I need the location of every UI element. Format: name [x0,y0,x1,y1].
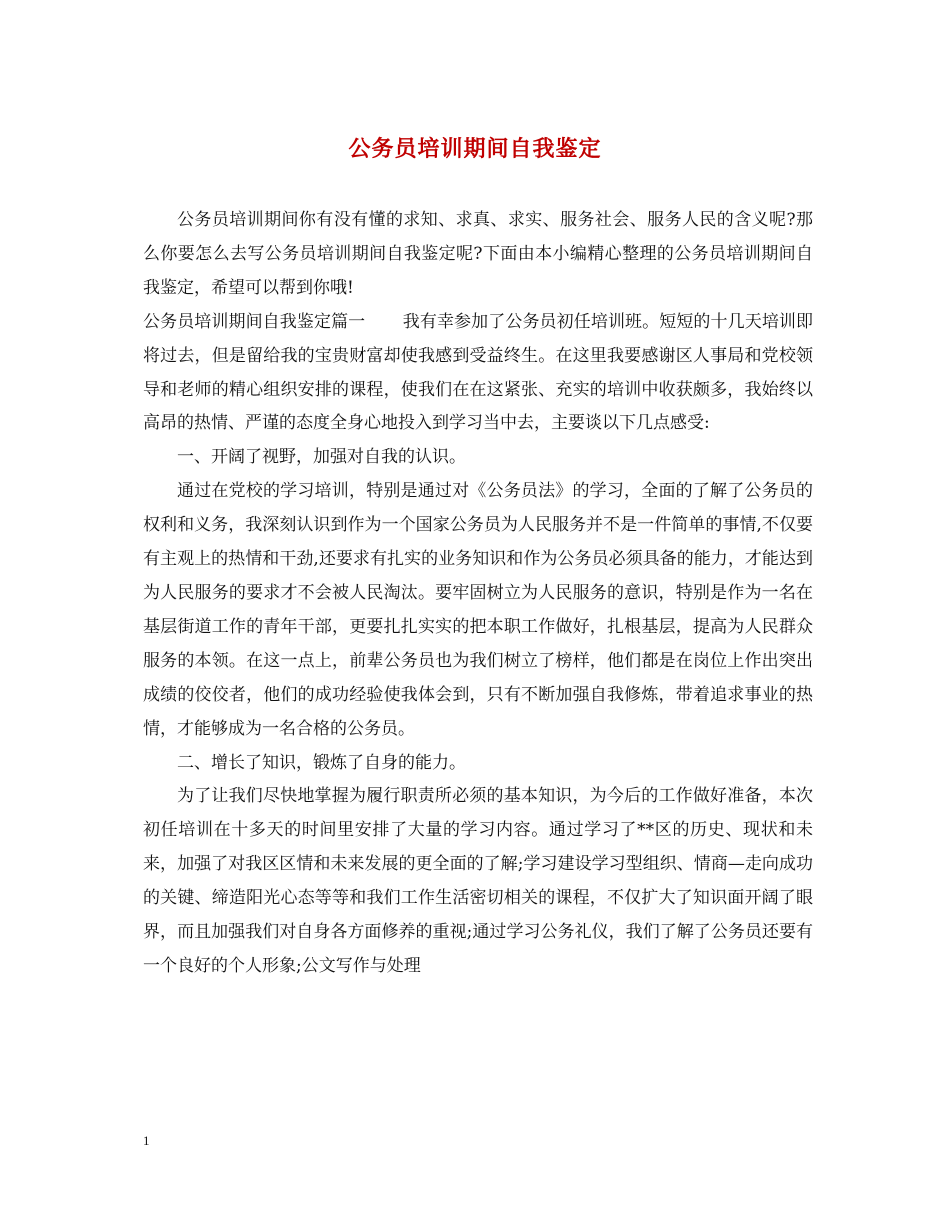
section-paragraph [143,306,813,442]
paragraph-two: 为了让我们尽快地掌握为履行职责所必须的基本知识，为今后的工作做好准备，本次初任培训在十多天的时间里安排了大量的学习内容。通过学习了**区的历史、现状和未来，加强了对我区区情和未来发展的更全面的了解;学习建设学习型组织、情商—走向成功的关键、缔造阳光心态等等和我们工作生活密切相关的课程，不仅扩大了知识面开阔了眼界，而且加强我们对自身各方面修养的重视;通过学习公务礼仪，我们了解了公务员还要有一个良好的个人形象;公文写作与处理 [143,786,813,976]
document-title: 公务员培训期间自我鉴定 [348,136,602,162]
document-body [143,204,813,984]
paragraph-one: 通过在党校的学习培训，特别是通过对《公务员法》的学习，全面的了解了公务员的权利和义务，我深刻认识到作为一个国家公务员为人民服务并不是一件简单的事情,不仅要有主观上的热情和干劲,还要求有扎实的业务知识和作为公务员必须具备的能力，才能达到为人民服务的要求才不会被人民淘汰。要牢固树立为人民服务的意识，特别是作为一名在基层街道工作的青年干部，更要扎扎实实的把本职工作做好，扎根基层，提高为人民群众服务的本领。在这一点上，前辈公务员也为我们树立了榜样，他们都是在岗位上作出突出成绩的佼佼者，他们的成功经验使我体会到，只有不断加强自我修炼，带着追求事业的热情，才能够成为一名合格的公务员。 [143,481,813,739]
heading-two: 二、增长了知识，锻炼了自身的能力。 [177,752,466,773]
section-opening: 我有幸参加了公务员初任培训班。短短的十几天培训即将过去，但是留给我的宝贵财富却使我感到受益终生。在这里我要感谢区人事局和党校领导和老师的精心组织安排的课程，使我们在在这紧张、充实的培训中收获颇多，我始终以高昂的热情、严谨的态度全身心地投入到学习当中去，主要谈以下几点感受: [143,311,814,434]
section-label: 公务员培训期间自我鉴定篇一 [143,311,366,332]
page-number: 1 [143,1133,150,1148]
heading-one: 一、开阔了视野，加强对自我的认识。 [177,447,466,468]
intro-paragraph: 公务员培训期间你有没有懂的求知、求真、求实、服务社会、服务人民的含义呢?那么你要怎么去写公务员培训期间自我鉴定呢?下面由本小编精心整理的公务员培训期间自我鉴定，希望可以帮到你哦! [143,210,813,298]
